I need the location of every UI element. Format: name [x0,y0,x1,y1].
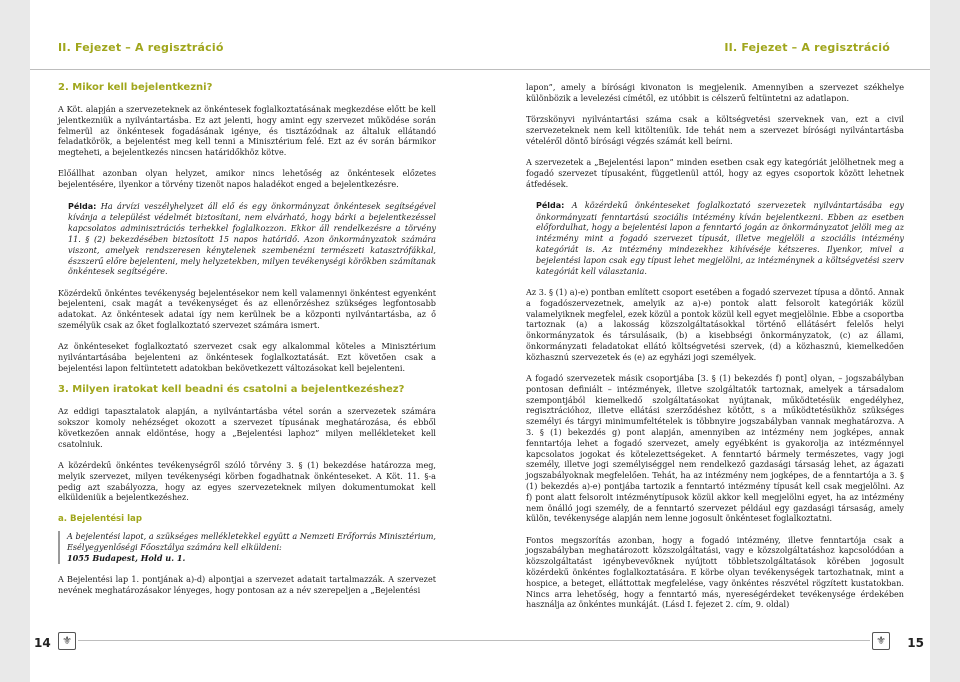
example-text: A közérdekű önkénteseket foglalkoztató szervezetek nyilvántartásába egy önkormányzati fenntartású szociális intézmény kíván bejelentkezni. Ebben az esetben előfordulhat, hogy a bejelentési lapon a fenntartó jogán az önkormányzatot jelöli meg az intézmény mint a fogadó szervezet típusát, illetve megjelöli a szociális intézmény kategóriát is. Az intézmény mindezekhez kihívéséje kétszeres. Ilyenkor, mivel a bejelentési lapon csak egy típust lehet megjelölni, az intézménynek a költségvetési szerv kategóriát kell választania. [536,199,904,276]
address-box [58,531,436,563]
paragraph: A Bejelentési lap 1. pontjának a)-d) alpontjai a szervezet adatait tartalmazzák. A szervezet nevének meghatározásakor lényeges, hogy pontosan az a név szerepeljen a „Bejelentési [58,574,436,596]
paragraph: lapon”, amely a bírósági kivonaton is megjelenik. Amennyiben a szervezet székhelye különbözik a levelezési címétől, ez utóbbit is célszerű feltüntetni az adatlapon. [526,82,904,103]
paragraph: Fontos megszorítás azonban, hogy a fogadó intézmény, illetve fenntartója csak a jogszabályban meghatározott közszolgáltatási, vagy e közszolgáltatáshoz kapcsolódóan a közszolgáltatást igénybevevőknek nyújtott többletszolgáltatások körében jogosult közérdekű önkéntes foglalkoztatására. E körbe olyan tevékenységek tartozhatnak, mint a hospice, a beteget, elláttottak megfelelése, vagy önkéntes részvétel rögzített kustatokban. Nincs arra lehetőség, hogy a fenntartó más, nyereségérdeket tevékenysége érdekében használja az önkéntes munkáját. (Lásd I. fejezet 2. cím, 9. oldal) [526,534,904,610]
section-heading-2: 2. Mikor kell bejelentkezni? [58,82,213,93]
example-box [526,200,904,277]
right-footer-rule [480,640,870,641]
left-page-number: 14 [34,636,51,650]
emblem-icon: ⚜ [58,632,76,650]
paragraph: Előállhat azonban olyan helyzet, amikor nincs lehetőség az önkéntesek előzetes bejelentésére, ilyenkor a törvény tizenöt napos haladékot enged a bejelentkezésre. [58,168,436,190]
left-header-rule [30,69,480,70]
section-heading-3: 3. Milyen iratokat kell beadni és csatolni a bejelentkezéshez? [58,384,405,396]
paragraph: Törzskönyvi nyilvántartási száma csak a költségvetési szerveknek van, ezt a civil szervezeteknek nem kell kitölteniük. Ide tehát nem a szervezet bírósági nyilvántartásba vételéről döntő bírósági végzés számát kell beírni. [526,114,904,146]
left-text-column [58,82,436,606]
address-line: 1055 Budapest, Hold u. 1. [67,553,186,563]
right-page-number: 15 [907,636,924,650]
right-text-column [526,82,904,621]
left-footer-rule [78,640,480,641]
paragraph: A fogadó szervezetek másik csoportjába [3. § (1) bekezdés f) pont] olyan, – jogszabályban pontosan definiált – intézmények, illetve szolgáltatók tartoznak, amelyek a társadalom szempontjából kiemelkedő szolgáltatásokat nyújtanak, működtetésük engedélyhez, regisztrációhoz, illetve ellátási szerződéshez kötött, s a működtetésükhöz szükséges személyi és tárgyi minimumfeltételek is többnyire jogszabályban vannak meghatározva. A 3. § (1) bekezdés g) pont alapján, amennyiben az intézmény nem jogképes, annak fenntartója lehet a fogadó szervezet, amely egyébként is gyakorolja az intézménnyel kapcsolatos jogokat és kötelezettségeket. A fenntartó bármely természetes, vagy jogi személy, illetve jogi személyiséggel nem rendelkező gazdasági társaság lehet, az ágazati jogszabályoknak megfelelően. Tehát, ha az intézmény nem jogképes, de a fenntartója a 3. § (1) bekezdés a)-e) pontjába tartozik a fenntartó intézmény típusát kell csak megjelölni. Az f) pont alatt felsorolt intézménytípusok közül akkor kell megjelölni egyet, ha az intézmény nem önálló jogi személy, de a fenntartó szervezet például egy gazdasági társaság, amely külön, tevékenysége alapján nem lenne jogosult önkénteset foglalkoztatni. [526,373,904,524]
emblem-icon: ⚜ [872,632,890,650]
paragraph: A Köt. alapján a szervezeteknek az önkéntesek foglalkoztatásának megkezdése előtt be kell jelentkezniük a nyilvántartásba. Ez azt jelenti, hogy amint egy szervezet működése során felmerül az önkéntesek fogadásának igénye, és tisztázódnak az általuk ellátandó feladatkörök, a bejelentést meg kell tenni a Minisztérium felé. Ezt az év során bármikor megteheti, a bejelentkezés nincsen határidőkhöz kötve. [58,104,436,158]
paragraph: A szervezetek a „Bejelentési lapon” minden esetben csak egy kategóriát jelölhetnek meg a fogadó szervezet típusaként, függetlenül attól, hogy az egyes csoportok között lehetnek átfedések. [526,156,904,189]
paragraph: Az önkénteseket foglalkoztató szervezet csak egy alkalommal köteles a Minisztérium nyilvántartásába bejelenteni az önkéntesek foglalkoztatását. Ezt követően csak a bejelentési lapon feltüntetett adatokban bekövetkezett változásokat kell bejelenteni. [58,341,436,373]
subsection-heading: a. Bejelentési lap [58,513,142,524]
right-page [480,0,960,682]
paragraph: Az eddigi tapasztalatok alapján, a nyilvántartásba vétel során a szervezetek számára sokszor komoly nehézséget okozott a szervezet típusának meghatározása, és ebből következően annak eldöntése, hogy a „Bejelentési laphoz” milyen mellékleteket kell csatolniuk. [58,406,436,449]
right-margin-band [930,0,960,682]
right-header-rule [480,69,930,70]
paragraph: Az 3. § (1) a)-e) pontban említett csoport esetében a fogadó szervezet típusa a döntő. Annak a fogadószervezetnek, amelyik az a)-e) pontok alatt felsorolt kategóriák közül valamelyiknek megfelel, ezek közül a pontok közül kell egyet megjelölnie. Ebbe a csoportba tartoznak (a) a lakosság közszolgáltatásokkal történő ellátásért felelős helyi önkormányzatok és társulásaik, (b) a kisebbségi önkormányzatok, (c) az állami, önkormányzati feladatokat ellátó költségvetési szervek, (d) a közhasznú, kiemelkedően közhasznú szervezetek és (e) az egyházi jogi személyek. [526,286,904,362]
paragraph: A közérdekű önkéntes tevékenységről szóló törvény 3. § (1) bekezdése határozza meg, melyik szervezet, milyen tevékenységi körben fogadhatnak önkénteseket. A Köt. 11. §-a pedig azt szabályozza, hogy az egyes szervezeteknek milyen dokumentumokat kell elküldeniük a bejelentkezéshez. [58,459,436,503]
example-box [58,201,436,278]
example-label: Példa: [68,201,97,211]
left-margin-band [0,0,30,682]
right-running-head: II. Fejezet – A regisztráció [724,41,890,54]
example-text: Ha árvízi veszélyhelyzet áll elő és egy önkormányzat önkéntesek segítségével kívánja a települést védelmét biztosítani, nem elvárható, hogy bárki a bejelentkezéssel kapcsolatos adminisztrációs terhekkel foglalkozzon. Ekkor áll rendelkezésre a törvény 11. § (2) bekezdésében biztosított 15 napos határidő. Azon önkormányzatok számára viszont, amelyek rendszeresen kénytelenek szembenézni természeti katasztrófákkal, észszerű előre bejelenteni, mely helyzetekben, milyen tevékenységi körökben számítanak önkéntesek segítségére. [68,200,436,277]
address-text: A bejelentési lapot, a szükséges mellékletekkel együtt a Nemzeti Erőforrás Minisztérium, Esélyegyenlőségi Főosztálya számára kell elküldeni: [67,531,436,553]
example-label: Példa: [536,200,565,210]
left-running-head: II. Fejezet – A regisztráció [58,41,224,54]
paragraph: Közérdekű önkéntes tevékenység bejelentésekor nem kell valamennyi önkéntest egyenként bejelenteni, csak magát a tevékenységet és az ellenőrzéshez szükséges legfontosabb adatokat. Az önkéntesek adatai így nem kerülnek be a központi nyilvántartásba, az ő személyük csak az őket foglalkoztató szervezet számára ismert. [58,287,436,331]
